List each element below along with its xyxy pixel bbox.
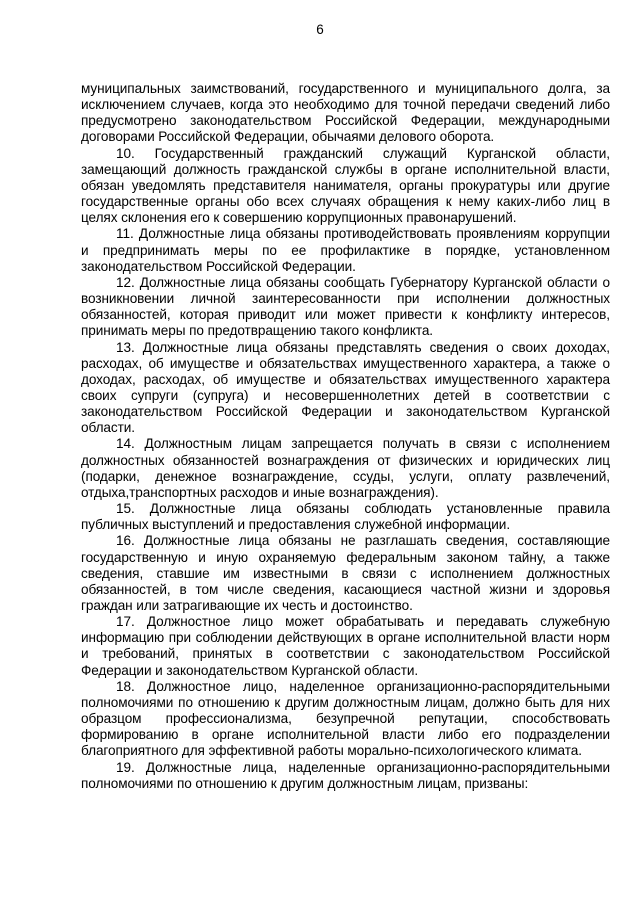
- paragraph-continuation: муниципальных заимствований, государственного и муниципального долга, за исключением случаев, когда это необходимо для точной передачи сведений либо предусмотрено законодательством Российской Федерации, международными договорами Российской Федерации, обычаями делового оборота.: [81, 81, 610, 145]
- paragraph-17: 17. Должностное лицо может обрабатывать и передавать служебную информацию при соблюдении действующих в органе исполнительной власти норм и требований, принятых в соответствии с законодательством Российской Федерации и законодательством Курганской области.: [81, 614, 610, 678]
- paragraph-18: 18. Должностное лицо, наделенное организационно-распорядительными полномочиями по отношению к другим должностным лицам, должно быть для них образцом профессионализма, безупречной репутации, способствовать формированию в органе исполнительной власти либо его подразделении благоприятного для эффективной работы морально-психологического климата.: [81, 678, 610, 759]
- paragraph-11: 11. Должностные лица обязаны противодействовать проявлениям коррупции и предпринимать меры по ее профилактике в порядке, установленном законодательством Российской Федерации.: [81, 226, 610, 274]
- paragraph-16: 16. Должностные лица обязаны не разглашать сведения, составляющие государственную и иную охраняемую федеральным законом тайну, а также сведения, ставшие им известными в связи с исполнением должностных обязанностей, в том числе сведения, касающиеся частной жизни и здоровья граждан или затрагивающие их честь и достоинство.: [81, 533, 610, 613]
- paragraph-15: 15. Должностные лица обязаны соблюдать установленные правила публичных выступлений и предоставления служебной информации.: [81, 501, 610, 533]
- document-body: [81, 81, 610, 792]
- page-number: 6: [316, 22, 324, 37]
- paragraph-19: 19. Должностные лица, наделенные организационно-распорядительными полномочиями по отношению к другим должностным лицам, призваны:: [81, 759, 610, 791]
- paragraph-12: 12. Должностные лица обязаны сообщать Губернатору Курганской области о возникновении личной заинтересованности при исполнении должностных обязанностей, которая приводит или может привести к конфликту интересов, принимать меры по предотвращению такого конфликта.: [81, 274, 610, 339]
- paragraph-13: 13. Должностные лица обязаны представлять сведения о своих доходах, расходах, об имуществе и обязательствах имущественного характера, а также о доходах, расходах, об имуществе и обязательствах имущественного характера своих супруги (супруга) и несовершеннолетних детей в соответствии с законодательством Российской Федерации и законодательством Курганской области.: [81, 339, 610, 436]
- paragraph-10: 10. Государственный гражданский служащий Курганской области, замещающий должность гражданской службы в органе исполнительной власти, обязан уведомлять представителя нанимателя, органы прокуратуры или другие государственные органы обо всех случаях обращения к нему каких-либо лиц в целях склонения его к совершению коррупционных правонарушений.: [81, 145, 610, 226]
- paragraph-14: 14. Должностным лицам запрещается получать в связи с исполнением должностных обязанностей вознаграждения от физических и юридических лиц (подарки, денежное вознаграждение, ссуды, услуги, оплату развлечений, отдыха,транспортных расходов и иные вознаграждения).: [81, 436, 610, 500]
